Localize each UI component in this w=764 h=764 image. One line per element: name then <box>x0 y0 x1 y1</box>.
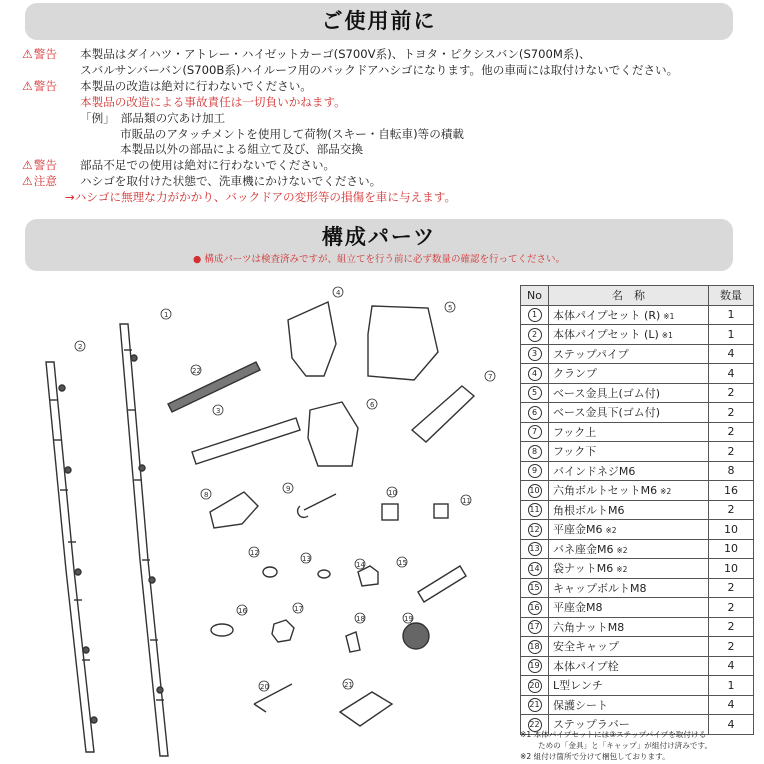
part-name: 本体パイプセット (L) <box>553 328 659 342</box>
callout-18 <box>355 613 365 623</box>
part-note-mark: ※2 <box>616 545 628 555</box>
table-row <box>521 500 754 520</box>
part-number-circle: 18 <box>528 640 542 654</box>
part-name: フック上 <box>553 425 597 439</box>
svg-text:12: 12 <box>250 549 259 557</box>
parts-table-body <box>521 305 754 734</box>
part-number-circle: 7 <box>528 425 542 439</box>
part-note-mark: ※2 <box>660 487 672 497</box>
part-quantity: 1 <box>709 305 754 325</box>
hex-bolt-set-drawing <box>382 504 398 520</box>
part-quantity: 10 <box>709 520 754 540</box>
hook-upper-drawing <box>412 386 474 442</box>
warning-triangle-icon: ⚠ <box>22 78 33 93</box>
callout-21 <box>343 679 353 689</box>
part-name: ステップラバー <box>553 718 630 732</box>
svg-text:3: 3 <box>216 407 221 415</box>
callout-11 <box>461 495 471 505</box>
part-name: 平座金M8 <box>553 601 603 615</box>
part-number-circle: 12 <box>528 523 542 537</box>
part-number-circle: 14 <box>528 562 542 576</box>
warning-triangle-icon: ⚠ <box>22 158 33 173</box>
part-name: 六角ボルトセットM6 <box>553 484 658 498</box>
part-note-mark: ※1 <box>661 331 673 341</box>
flat-washer-m6-drawing <box>263 567 277 577</box>
svg-text:7: 7 <box>488 373 493 381</box>
base-bracket-lower-drawing <box>308 402 358 466</box>
part-note-mark: ※1 <box>663 311 675 321</box>
parts-illustration <box>22 280 514 764</box>
footnote-1a: ※1 本体パイプセットには③ステップパイプを取付ける <box>520 730 707 739</box>
clamp-drawing <box>288 302 336 376</box>
table-row <box>521 598 754 618</box>
svg-text:20: 20 <box>260 683 269 691</box>
callout-9 <box>283 483 293 493</box>
warning-list <box>22 47 757 206</box>
part-number-circle: 19 <box>528 659 542 673</box>
callout-20 <box>259 681 269 691</box>
section-banner-parts <box>25 219 733 271</box>
part-name: 本体パイプ栓 <box>553 659 619 673</box>
hook-lower-drawing <box>210 492 258 528</box>
callout-8 <box>201 489 211 499</box>
part-number-circle: 17 <box>528 620 542 634</box>
base-bracket-upper-drawing <box>368 306 438 380</box>
warning-line-6: 市販品のアタッチメントを使用して荷物(スキー・自転車)等の積載 <box>120 126 464 141</box>
part-name: ベース金具下(ゴム付) <box>553 406 661 420</box>
callout-19 <box>403 613 413 623</box>
part-quantity: 2 <box>709 500 754 520</box>
callout-12 <box>249 547 259 557</box>
part-name: クランプ <box>553 367 597 381</box>
footnote-1b: ための「金具」と「キャップ」が組付け済みです。 <box>538 741 713 750</box>
callout-6 <box>367 399 377 409</box>
part-note-mark: ※2 <box>616 565 628 575</box>
table-row <box>521 442 754 462</box>
svg-text:9: 9 <box>286 485 291 493</box>
svg-text:19: 19 <box>404 615 413 623</box>
square-neck-bolt-drawing <box>434 504 448 518</box>
part-quantity: 4 <box>709 344 754 364</box>
callout-22 <box>191 365 201 375</box>
table-row <box>521 617 754 637</box>
footnote-2: ※2 組付け箇所で分けて梱包しております。 <box>520 752 670 761</box>
part-quantity: 1 <box>709 325 754 345</box>
part-name: 六角ナットM8 <box>553 620 625 634</box>
warning-line-1: ⚠警告 本製品はダイハツ・アトレー・ハイゼットカーゴ(S700V系)、トヨタ・ピクシスバン(S700M系)、 <box>22 47 591 61</box>
svg-text:14: 14 <box>356 561 365 569</box>
step-pipe-drawing <box>192 418 300 464</box>
table-row <box>521 539 754 559</box>
cap-bolt-m8-drawing <box>418 566 466 602</box>
table-row <box>521 461 754 481</box>
part-number-circle: 20 <box>528 679 542 693</box>
callout-15 <box>397 557 407 567</box>
part-number-circle: 13 <box>528 542 542 556</box>
table-row <box>521 637 754 657</box>
part-number-circle: 16 <box>528 601 542 615</box>
part-number-circle: 5 <box>528 386 542 400</box>
table-row <box>521 520 754 540</box>
part-number-circle: 10 <box>528 484 542 498</box>
table-row <box>521 305 754 325</box>
svg-text:17: 17 <box>294 605 303 613</box>
callout-17 <box>293 603 303 613</box>
svg-text:5: 5 <box>448 304 453 312</box>
part-quantity: 4 <box>709 695 754 715</box>
part-name: 保護シート <box>553 698 608 712</box>
pipe-plug-drawing <box>403 623 429 649</box>
svg-text:21: 21 <box>344 681 353 689</box>
warning-line-5: 「例」 部品類の穴あけ加工 <box>80 110 226 125</box>
part-quantity: 2 <box>709 578 754 598</box>
part-name: フック下 <box>553 445 597 459</box>
caution-triangle-icon: ⚠ <box>22 174 33 189</box>
step-rubber-drawing <box>168 362 260 412</box>
part-number-circle: 1 <box>528 308 542 322</box>
parts-check-note: ● 構成パーツは検査済みですが、組立てを行う前に必ず数量の確認を行ってください。 <box>193 254 565 265</box>
part-name: ステップパイプ <box>553 347 629 361</box>
part-quantity: 1 <box>709 676 754 696</box>
part-name: ベース金具上(ゴム付) <box>553 386 661 400</box>
section-title-before-use: ご使用前に <box>321 9 437 33</box>
part-quantity: 8 <box>709 461 754 481</box>
table-row <box>521 403 754 423</box>
svg-text:13: 13 <box>302 555 311 563</box>
svg-text:22: 22 <box>192 367 201 375</box>
part-number-circle: 11 <box>528 503 542 517</box>
part-quantity: 4 <box>709 364 754 384</box>
header-qty: 数量 <box>709 286 754 306</box>
parts-table <box>520 285 754 735</box>
svg-text:6: 6 <box>370 401 375 409</box>
part-quantity: 10 <box>709 559 754 579</box>
part-name: L型レンチ <box>553 679 603 693</box>
part-note-mark: ※2 <box>605 526 617 536</box>
part-quantity: 10 <box>709 539 754 559</box>
table-row <box>521 656 754 676</box>
part-name: 角根ボルトM6 <box>553 503 625 517</box>
warning-triangle-icon: ⚠ <box>22 47 33 61</box>
table-row <box>521 344 754 364</box>
warning-line-3: ⚠警告 本製品の改造は絶対に行わないでください。 <box>22 78 312 93</box>
part-quantity: 2 <box>709 617 754 637</box>
caution-line-10: →ハシゴに無理な力がかかり、バックドアの変形等の損傷を車に与えます。 <box>65 190 457 205</box>
svg-text:4: 4 <box>336 289 341 297</box>
protective-sheet-drawing <box>340 692 392 726</box>
callout-2 <box>75 341 85 351</box>
callout-5 <box>445 302 455 312</box>
table-row <box>521 383 754 403</box>
part-quantity: 2 <box>709 598 754 618</box>
part-quantity: 2 <box>709 442 754 462</box>
svg-text:2: 2 <box>78 343 83 351</box>
callout-16 <box>237 605 247 615</box>
main-pipe-left-drawing <box>46 362 97 752</box>
callout-3 <box>213 405 223 415</box>
callout-14 <box>355 559 365 569</box>
section-banner-before-use <box>25 3 733 40</box>
footnotes <box>520 729 712 762</box>
part-number-circle: 4 <box>528 367 542 381</box>
safety-cap-drawing <box>346 632 360 652</box>
part-number-circle: 21 <box>528 698 542 712</box>
hex-nut-m8-drawing <box>272 620 294 642</box>
svg-text:8: 8 <box>204 491 209 499</box>
svg-text:18: 18 <box>356 615 365 623</box>
warning-line-4: 本製品の改造による事故責任は一切負いかねます。 <box>80 94 346 109</box>
spring-washer-m6-drawing <box>318 570 330 578</box>
table-row <box>521 559 754 579</box>
table-row <box>521 364 754 384</box>
part-name: 本体パイプセット (R) <box>553 308 661 322</box>
part-number-circle: 6 <box>528 406 542 420</box>
part-quantity: 2 <box>709 383 754 403</box>
part-number-circle: 2 <box>528 328 542 342</box>
part-name: バネ座金M6 <box>553 542 614 556</box>
caution-line-9: ⚠注意 ハシゴを取付けた状態で、洗車機にかけないでください。 <box>22 174 382 189</box>
section-title-parts: 構成パーツ <box>321 225 437 249</box>
callout-7 <box>485 371 495 381</box>
header-name: 名 称 <box>549 286 709 306</box>
callout-13 <box>301 553 311 563</box>
parts-table-header <box>521 286 754 306</box>
part-quantity: 4 <box>709 656 754 676</box>
header-no: No <box>521 286 549 306</box>
part-number-circle: 8 <box>528 445 542 459</box>
svg-text:15: 15 <box>398 559 407 567</box>
table-row <box>521 481 754 501</box>
table-row <box>521 578 754 598</box>
warning-line-7: 本製品以外の部品による組立て及び、部品交換 <box>120 142 364 157</box>
part-name: バインドネジM6 <box>553 464 636 478</box>
callout-1 <box>161 309 171 319</box>
part-quantity: 16 <box>709 481 754 501</box>
svg-text:10: 10 <box>388 489 397 497</box>
svg-text:1: 1 <box>164 311 169 319</box>
callout-10 <box>387 487 397 497</box>
part-name: キャップボルトM8 <box>553 581 647 595</box>
part-name: 平座金M6 <box>553 523 603 537</box>
part-number-circle: 22 <box>528 718 542 732</box>
table-row <box>521 695 754 715</box>
part-name: 袋ナットM6 <box>553 562 614 576</box>
part-name: 安全キャップ <box>553 640 619 654</box>
warning-line-8: ⚠警告 部品不足での使用は絶対に行わないでください。 <box>22 158 336 173</box>
part-number-circle: 3 <box>528 347 542 361</box>
bind-screw-drawing <box>298 494 336 517</box>
part-number-circle: 15 <box>528 581 542 595</box>
flat-washer-m8-drawing <box>211 624 233 636</box>
svg-text:11: 11 <box>462 497 471 505</box>
table-row <box>521 325 754 345</box>
callout-4 <box>333 287 343 297</box>
part-number-circle: 9 <box>528 464 542 478</box>
svg-text:16: 16 <box>238 607 247 615</box>
part-quantity: 2 <box>709 422 754 442</box>
part-quantity: 2 <box>709 403 754 423</box>
part-quantity: 2 <box>709 637 754 657</box>
warning-line-2: スバルサンバーバン(S700B系)ハイルーフ用のバックドアハシゴになります。他の車両には取付けないでください。 <box>80 62 679 77</box>
main-pipe-right-drawing <box>120 324 168 756</box>
table-row <box>521 676 754 696</box>
part-quantity: 4 <box>709 715 754 735</box>
table-row <box>521 422 754 442</box>
